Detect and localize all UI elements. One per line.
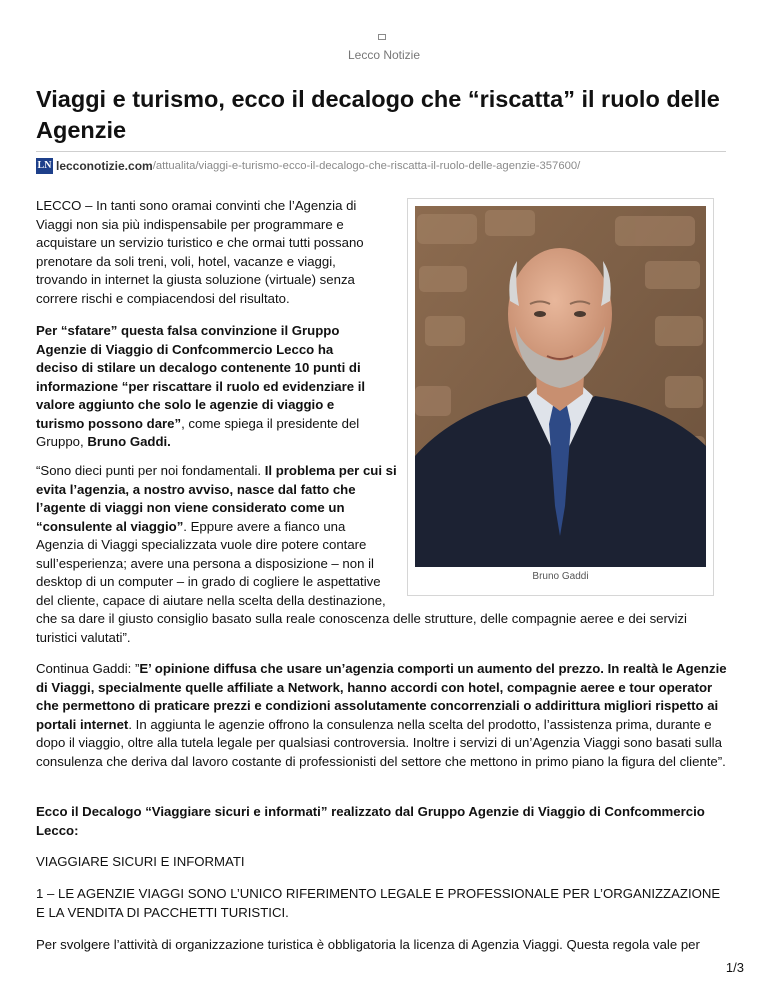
paragraph-decalogue-heading [36,803,731,840]
bold-text: Ecco il Decalogo “Viaggiare sicuri e informati” realizzato dal Gruppo Agenzie di Viaggio di Confcommercio Lecco: [36,804,705,838]
document-icon [378,34,386,40]
bold-text: Per “sfatare” questa falsa convinzione il Gruppo Agenzie di Viaggio di Confcommercio Lecco ha deciso di stilare un decalogo contenente 10 punti di informazione “per riscattare il ruolo ed evidenziare il valore aggiunto che solo le agenzie di viaggio e turismo possono dare” [36,323,366,431]
lecconotizie-logo-icon: LN [36,158,53,174]
plain-text: Continua Gaddi: ” [36,661,140,676]
source-domain[interactable]: lecconotizie.com [56,158,153,173]
text-line: sull’esperienza; avere una persona a disposizione – non il [36,555,374,571]
photo-caption: Bruno Gaddi [532,571,589,582]
text-line: . Eppure avere a fianco una [183,518,346,534]
paragraph-decalogue-purpose [36,322,371,452]
bold-text: E’ opinione diffusa che usare un’agenzia comporti un aumento del prezzo. In realtà le Agenzie di Viaggi, specialmente quelle affiliate a Network, hanno accordi con hotel, compagnie aeree e tour operator che permettono di praticare prezzi e condizioni assolutamente concorrenziali o addirittura migliori rispetto ai portali internet [36,661,727,732]
paragraph-ten-points [36,462,731,647]
page-number: 1/3 [725,960,744,975]
text-line: Agenzia di Viaggi specializzata vuole dire potere contare [36,537,367,552]
text-line: del cliente, capace di aiutare nella scelta della destinazione, [36,592,386,608]
paragraph-intro: LECCO – In tanti sono oramai convinti che l’Agenzia di Viaggi non sia più indispensabile per programmare e acquistare un servizio turistico e che ormai tutti possano prenotare da soli treni, voli, hotel, vacanze e viaggi, trovando in internet la giusta soluzione (virtuale) senza correre rischi e compiacendosi del risultato. [36,198,364,306]
bold-text: Il problema per cui si evita l’agenzia, a nostro avviso, nasce dal fatto che l’agente di viaggi non viene considerato come un “consulente al viaggio” [36,463,397,534]
article-title: Viaggi e turismo, ecco il decalogo che “riscatta” il ruolo delle Agenzie [36,86,720,143]
site-name: Lecco Notizie [347,48,421,62]
source-link[interactable] [36,157,580,175]
plain-text: . In aggiunta le agenzie offrono la consulenza nella scelta del prodotto, l’assistenza prima, durante e dopo il viaggio, oltre alla tutela legale per qualsiasi controversia. Inoltre i servizi di un’Agenzia Viaggi sono basati sulla consulenza che deriva dal lavoro costante di professionisti del settore che mettono in primo piano la figura del cliente”. [36,716,726,769]
text-line: desktop di un computer – in grado di cogliere le aspettative [36,574,381,589]
president-name: Bruno Gaddi. [87,434,171,449]
plain-text: , come spiega il presidente del Gruppo, [36,415,360,449]
plain-text: che sa dare il giusto consiglio basato sulla reale conoscenza delle strutture, delle compagnie aeree e dei servizi turistici valutati”. [36,611,687,645]
decalogue-point-1: 1 – LE AGENZIE VIAGGI SONO L’UNICO RIFERIMENTO LEGALE E PROFESSIONALE PER L’ORGANIZZAZIONE E LA VENDITA DI PACCHETTI TURISTICI. [36,886,721,920]
title-divider [36,151,726,152]
paragraph-licence: Per svolgere l’attività di organizzazione turistica è obbligatoria la licenza di Agenzia Viaggi. Questa regola vale per [36,937,700,952]
section-heading: VIAGGIARE SICURI E INFORMATI [36,854,245,869]
source-path[interactable]: /attualita/viaggi-e-turismo-ecco-il-decalogo-che-riscatta-il-ruolo-delle-agenzie-357600/ [152,159,581,172]
plain-text: “Sono dieci punti per noi fondamentali. [36,463,262,478]
paragraph-price-opinion [36,660,731,771]
